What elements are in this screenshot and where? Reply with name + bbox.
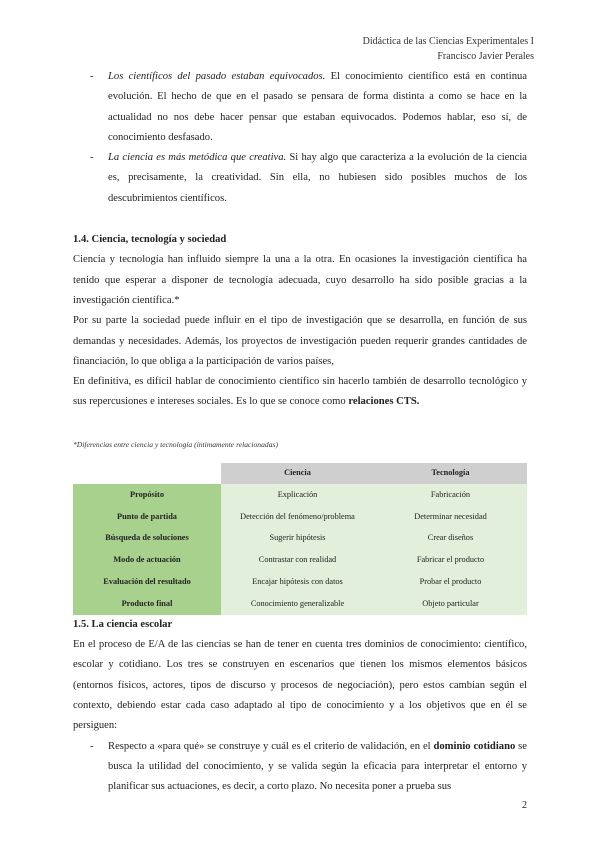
table-cell: Crear diseños — [374, 528, 527, 550]
table-header-cell: Ciencia — [221, 463, 374, 484]
table-cell: Conocimiento generalizable — [221, 593, 374, 615]
table-cell: Explicación — [221, 484, 374, 506]
table-cell: Fabricar el producto — [374, 549, 527, 571]
bold-term: dominio cotidiano — [433, 740, 516, 752]
table-row-header: Punto de partida — [73, 506, 221, 528]
table-row — [73, 528, 527, 550]
table-cell: Objeto particular — [374, 593, 527, 615]
table-row — [73, 506, 527, 528]
list-item — [73, 737, 527, 798]
paragraph: Ciencia y tecnología han influido siempre la una a la otra. En ocasiones la investigación científica ha tenido que esperar a disponer de tecnología adecuada, cuyo desarrollo ha sido posible gracias a la investigación científica.* — [73, 254, 527, 306]
section-heading: 1.5. La ciencia escolar — [73, 618, 173, 630]
table-cell: Encajar hipótesis con datos — [221, 571, 374, 593]
table-row — [73, 484, 527, 506]
paragraph: En el proceso de E/A de las ciencias se han de tener en cuenta tres dominios de conocimiento: científico, escolar y cotidiano. Los tres se construyen en escenarios que tienen los mismos elementos básicos (entornos físicos, actores, tipos de discurso y procesos de negociación), pero estos cambian según el contexto, debiendo estar cada caso adaptado al tipo de conocimiento y a los objetivos que en él se persiguen: — [73, 639, 527, 732]
page-body — [73, 67, 527, 798]
header-author: Francisco Javier Perales — [437, 51, 534, 62]
table-cell: Determinar necesidad — [374, 506, 527, 528]
table-row-header: Búsqueda de soluciones — [73, 528, 221, 550]
bullet-dash: - — [90, 740, 94, 752]
table-cell: Fabricación — [374, 484, 527, 506]
section-heading: 1.4. Ciencia, tecnología y sociedad — [73, 234, 227, 246]
table-header-empty — [73, 463, 221, 484]
list-item — [73, 148, 527, 209]
table-row — [73, 593, 527, 615]
table-cell: Contrastar con realidad — [221, 549, 374, 571]
paragraph — [73, 372, 527, 413]
table-header-cell: Tecnología — [374, 463, 527, 484]
bullet-dash: - — [90, 71, 94, 82]
list-item — [73, 67, 527, 148]
comparison-table — [73, 463, 527, 615]
bullet-text: se busca la utilidad del conocimiento, y se valida según la eficacia para interpretar el entorno y planificar sus actuaciones, es decir, a corto plazo. No necesita poner a prueba sus — [108, 740, 527, 793]
table-header-row — [73, 463, 527, 484]
bold-term: relaciones CTS. — [348, 396, 420, 408]
bullet-dash: - — [90, 152, 94, 164]
bullet-text: El conocimiento científico está en continua evolución. El hecho de que en el pasado se pensara de forma distinta a como se hace en la actualidad no nos debe hacer pensar que estaban equivocados. Podemos hablar, eso sí, de conocimiento desfasado. — [108, 71, 527, 143]
table-row — [73, 549, 527, 571]
table-cell: Detección del fenómeno/problema — [221, 506, 374, 528]
table-row — [73, 571, 527, 593]
bullet-text: Respecto a «para qué» se construye y cuál es el criterio de validación, en el — [108, 740, 434, 752]
bullet-italic-lead: La ciencia es más metódica que creativa. — [108, 152, 287, 164]
paragraph-text: En definitiva, es difícil hablar de conocimiento científico sin hacerlo también de desarrollo tecnológico y sus repercusiones e intereses sociales. Es lo que se conoce como — [73, 376, 527, 408]
bullet-text: Si hay algo que caracteriza a la evolución de la ciencia es, precisamente, la creatividad. Sin ella, no hubiesen sido posibles muchos de los descubrimientos científicos. — [108, 152, 527, 204]
table-row-header: Evaluación del resultado — [73, 571, 221, 593]
page-number: 2 — [522, 800, 527, 811]
paragraph: Por su parte la sociedad puede influir en el tipo de investigación que se desarrolla, en función de sus demandas y necesidades. Además, los proyectos de investigación pueden requerir grandes cantidades de financiación, lo que obliga a la participación de varios países, — [73, 315, 527, 367]
table-cell: Sugerir hipótesis — [221, 528, 374, 550]
bullet-italic-lead: Los científicos del pasado estaban equivocados. — [108, 71, 326, 82]
table-row-header: Propósito — [73, 484, 221, 506]
table-row-header: Modo de actuación — [73, 549, 221, 571]
table-caption: *Diferencias entre ciencia y tecnología (íntimamente relacionadas) — [73, 439, 278, 449]
table-cell: Probar el producto — [374, 571, 527, 593]
running-header — [363, 34, 534, 64]
table-row-header: Producto final — [73, 593, 221, 615]
header-course-title: Didáctica de las Ciencias Experimentales I — [362, 36, 534, 47]
